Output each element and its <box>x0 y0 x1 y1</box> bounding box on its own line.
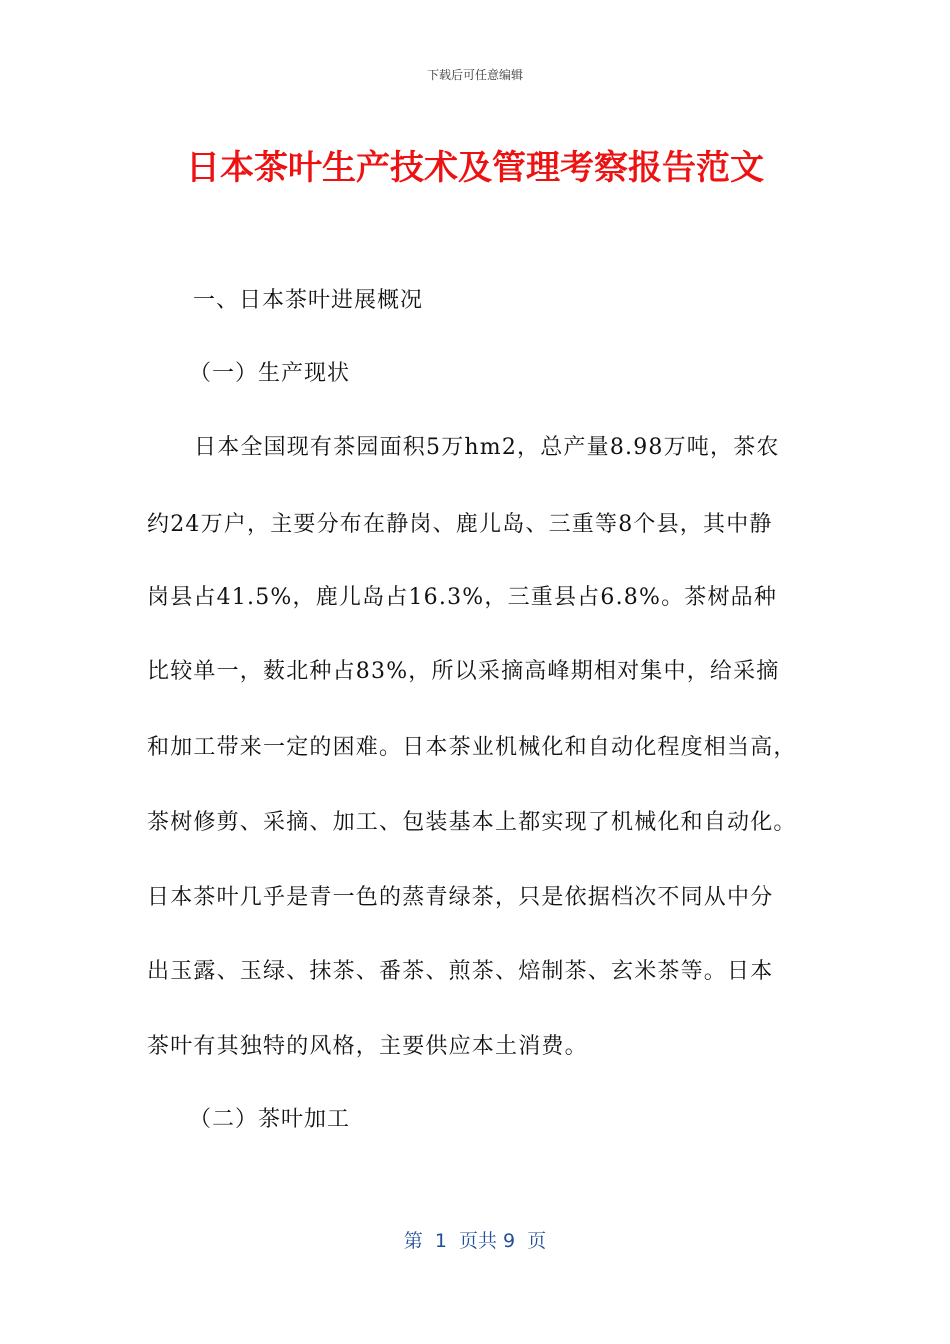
paragraph-line: 茶叶有其独特的风格，主要供应本土消费。 <box>147 1034 588 1059</box>
paragraph-line: 日本茶叶几乎是青一色的蒸青绿茶，只是依据档次不同从中分 <box>147 885 774 910</box>
paragraph-line: 岗县占41.5%，鹿儿岛占16.3%，三重县占6.8%。茶树品种 <box>147 585 778 610</box>
page-number-footer: 第 1 页共 9 页 <box>403 1230 547 1252</box>
paragraph-line: 茶树修剪、采摘、加工、包装基本上都实现了机械化和自动化。 <box>147 810 797 835</box>
subsection-heading-processing: （二）茶叶加工 <box>189 1107 351 1132</box>
paragraph-line: 约24万户，主要分布在静岗、鹿儿岛、三重等8个县，其中静 <box>147 512 773 537</box>
subsection-heading-production: （一）生产现状 <box>189 361 351 386</box>
section-heading: 一、日本茶叶进展概况 <box>193 288 424 313</box>
document-title: 日本茶叶生产技术及管理考察报告范文 <box>186 148 764 188</box>
paragraph-line: 和加工带来一定的困难。日本茶业机械化和自动化程度相当高， <box>147 735 797 760</box>
paragraph-line: 比较单一，薮北种占83%，所以采摘高峰期相对集中，给采摘 <box>147 659 780 684</box>
header-note: 下载后可任意编辑 <box>426 68 523 82</box>
paragraph-line: 出玉露、玉绿、抹茶、番茶、煎茶、焙制茶、玄米茶等。日本 <box>147 959 774 984</box>
paragraph-line: 日本全国现有茶园面积5万hm2，总产量8.98万吨，茶农 <box>194 435 780 460</box>
